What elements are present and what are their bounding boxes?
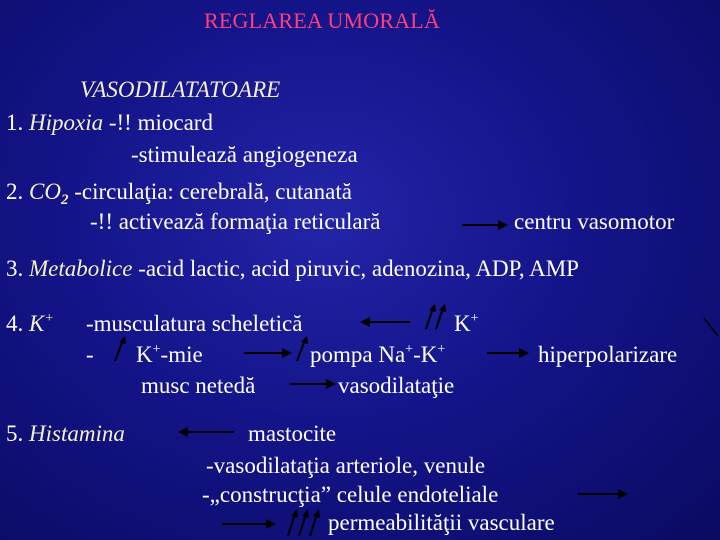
arrow-right-icon [487,347,529,359]
item-1-heading [6,111,213,134]
item-2-heading [6,180,352,208]
item-2-line-1: -circulaţia: cerebrală, cutanată [74,179,352,204]
item-2-line-2: -!! activează formaţia reticulară [90,209,381,234]
item-name: K+ [29,311,54,336]
arrow-right-icon [290,378,336,390]
item-number: 4. [6,311,24,336]
item-1-line-1: -!! miocard [108,110,213,135]
double-up-arrow-icon [424,304,450,330]
item-5-line-2: -„construcţia” celule endoteliale [202,482,499,507]
item-name: Hipoxia [29,110,104,135]
item-4-line-2-end: hiperpolarizare [538,342,678,367]
triple-up-arrow-icon [286,508,326,536]
item-1-line-2: -stimulează angiogeneza [131,142,358,167]
item-number: 3. [6,256,24,281]
item-name: Histamina [29,421,125,446]
up-arrow-icon [113,336,129,362]
item-3-heading [6,257,579,280]
item-4-line-3-a: musc netedă [141,373,256,398]
item-5-heading [6,422,125,445]
item-number: 5. [6,421,24,446]
item-3-line-1: -acid lactic, acid piruvic, adenozina, ADP, AMP [138,256,579,281]
slide-title: REGLAREA UMORALĂ [204,8,441,33]
item-4-heading [6,312,54,335]
arrow-right-icon [462,219,508,231]
decorative-line [704,318,718,336]
item-4-line-2-pump: pompa Na+-K+ [310,342,446,367]
section-label: VASODILATATOARE [80,77,281,102]
arrow-left-icon [178,426,234,438]
item-4-line-2-kmie: K+-mie [136,342,203,367]
arrow-right-icon [578,488,628,500]
item-number: 1. [6,110,24,135]
item-4-line-3-b: vasodilataţie [338,373,455,398]
item-name: Metabolice [29,256,133,281]
item-5-line-1: -vasodilataţia arteriole, venule [206,453,486,478]
item-5-arrow-target: mastocite [248,421,337,446]
item-4-line-1: -musculatura scheletică [86,311,303,336]
item-name: $CO_2$ [29,179,69,208]
item-4-line-2-dash: - [86,342,94,367]
arrow-right-icon [222,518,276,530]
up-arrow-icon [295,336,311,362]
arrow-right-icon [244,347,292,359]
item-number: 2. [6,179,24,204]
item-4-line-1-end: K+ [454,311,479,336]
arrow-left-icon [360,316,410,328]
item-5-last-line: permeabilităţii vasculare [328,510,555,535]
item-2-arrow-target: centru vasomotor [514,209,675,234]
